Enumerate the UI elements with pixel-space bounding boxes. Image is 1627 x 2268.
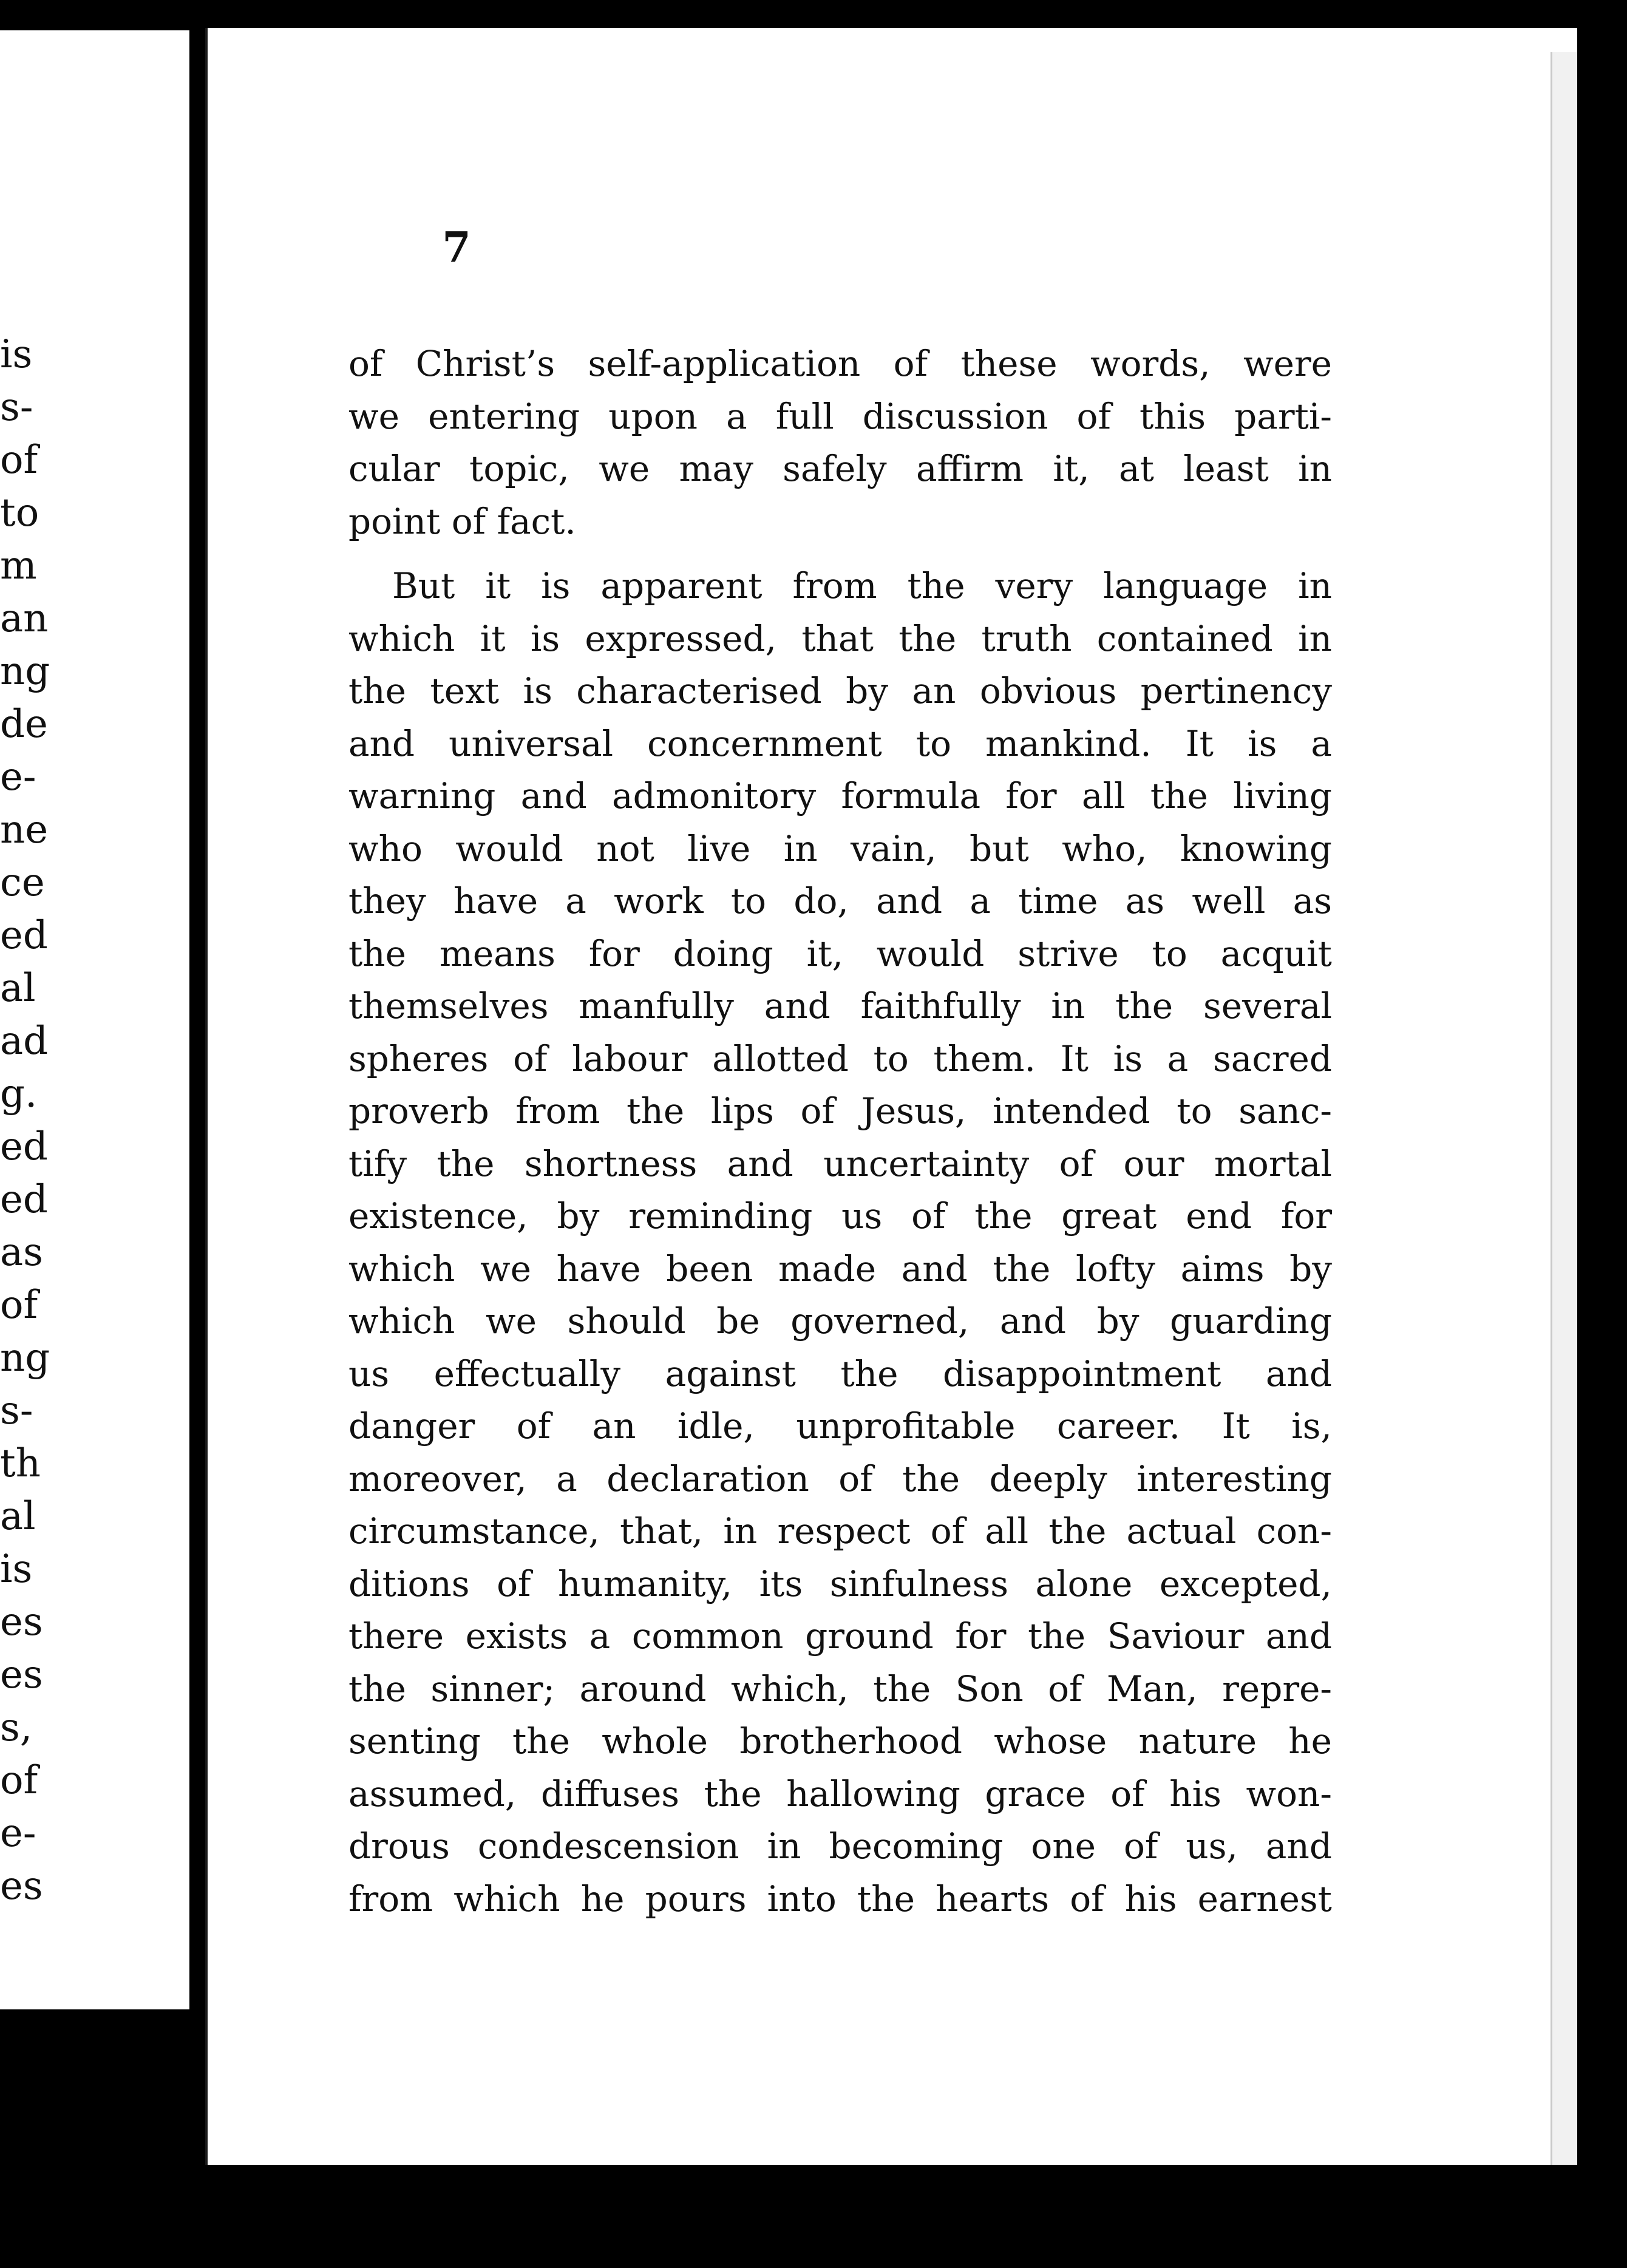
text-line: spheres of labour allotted to them. It is a sacred (348, 1037, 1332, 1079)
right-page (205, 28, 1577, 2165)
text-line: we entering upon a full discussion of this parti- (348, 395, 1332, 437)
text-line: they have a work to do, and a time as well as (348, 880, 1332, 922)
text-line: who would not live in vain, but who, knowing (348, 827, 1332, 869)
left-page-line-fragment: es (0, 1652, 43, 1697)
text-line: senting the whole brotherhood whose nature he (348, 1720, 1332, 1762)
left-page-line-fragment: to (0, 491, 39, 535)
left-page-line-fragment: al (0, 1494, 36, 1539)
text-line: of Christ’s self-application of these words, were (348, 343, 1332, 384)
text-line: assumed, diffuses the hallowing grace of his won- (348, 1773, 1332, 1815)
text-line: But it is apparent from the very language in (392, 565, 1332, 606)
text-line: drous condescension in becoming one of us, and (348, 1825, 1332, 1867)
text-line: moreover, a declaration of the deeply interesting (348, 1458, 1332, 1499)
text-line: point of fact. (348, 500, 576, 542)
page-number: 7 (442, 223, 471, 272)
left-page (0, 30, 189, 2009)
left-page-line-fragment: ed (0, 1124, 48, 1169)
left-page-line-fragment: e- (0, 1811, 36, 1856)
text-line: from which he pours into the hearts of his earnest (348, 1878, 1332, 1920)
left-page-line-fragment: de (0, 702, 48, 747)
left-page-line-fragment: as (0, 1230, 43, 1275)
text-line: the means for doing it, would strive to acquit (348, 932, 1332, 974)
left-page-line-fragment: ce (0, 860, 45, 905)
text-line: proverb from the lips of Jesus, intended to sanc- (348, 1090, 1332, 1132)
text-line: warning and admonitory formula for all the living (348, 775, 1332, 817)
left-page-line-fragment: s- (0, 385, 33, 430)
left-page-line-fragment: is (0, 1547, 33, 1592)
page-body-text (348, 338, 1332, 1925)
left-page-line-fragment: ng (0, 1336, 50, 1380)
text-line: existence, by reminding us of the great end for (348, 1195, 1332, 1237)
text-line: the sinner; around which, the Son of Man, repre- (348, 1668, 1332, 1709)
left-page-line-fragment: of (0, 438, 38, 483)
text-line: which we have been made and the lofty aims by (348, 1248, 1332, 1289)
left-page-line-fragment: m (0, 543, 37, 588)
paragraph (348, 338, 1332, 548)
left-page-line-fragment: ad (0, 1019, 49, 1064)
left-page-line-fragment: es (0, 1600, 43, 1645)
left-page-line-fragment: ng (0, 649, 50, 694)
text-line: which we should be governed, and by guarding (348, 1300, 1332, 1342)
paragraph (348, 560, 1332, 1925)
left-page-line-fragment: al (0, 966, 36, 1011)
left-page-line-fragment: ne (0, 807, 49, 852)
text-line: the text is characterised by an obvious pertinency (348, 670, 1332, 711)
left-page-line-fragment: th (0, 1441, 41, 1486)
text-line: us effectually against the disappointment and (348, 1353, 1332, 1394)
left-page-line-fragment: of (0, 1283, 38, 1328)
page-edge-shadow (1551, 52, 1577, 2165)
left-page-line-fragment: s- (0, 1388, 33, 1433)
left-page-line-fragment: of (0, 1758, 38, 1803)
left-page-line-fragment: g. (0, 1071, 38, 1116)
text-line: tify the shortness and uncertainty of our mortal (348, 1142, 1332, 1184)
text-line: there exists a common ground for the Saviour and (348, 1615, 1332, 1657)
paragraph-gap (348, 548, 1332, 560)
left-page-line-fragment: e- (0, 755, 36, 800)
left-page-line-fragment: an (0, 596, 49, 641)
left-page-line-fragment: ed (0, 913, 48, 958)
text-line: circumstance, that, in respect of all the actual con- (348, 1510, 1332, 1552)
text-line: themselves manfully and faithfully in the several (348, 985, 1332, 1027)
text-line: cular topic, we may safely affirm it, at least in (348, 448, 1332, 489)
left-page-line-fragment: is (0, 332, 33, 377)
left-page-line-fragment: ed (0, 1177, 48, 1222)
text-line: danger of an idle, unprofitable career. It is, (348, 1405, 1332, 1447)
left-page-line-fragment: s, (0, 1705, 33, 1750)
text-line: and universal concernment to mankind. It is a (348, 722, 1332, 764)
text-line: which it is expressed, that the truth contained in (348, 617, 1332, 659)
left-page-line-fragment: es (0, 1864, 43, 1909)
text-line: ditions of humanity, its sinfulness alone excepted, (348, 1563, 1332, 1604)
